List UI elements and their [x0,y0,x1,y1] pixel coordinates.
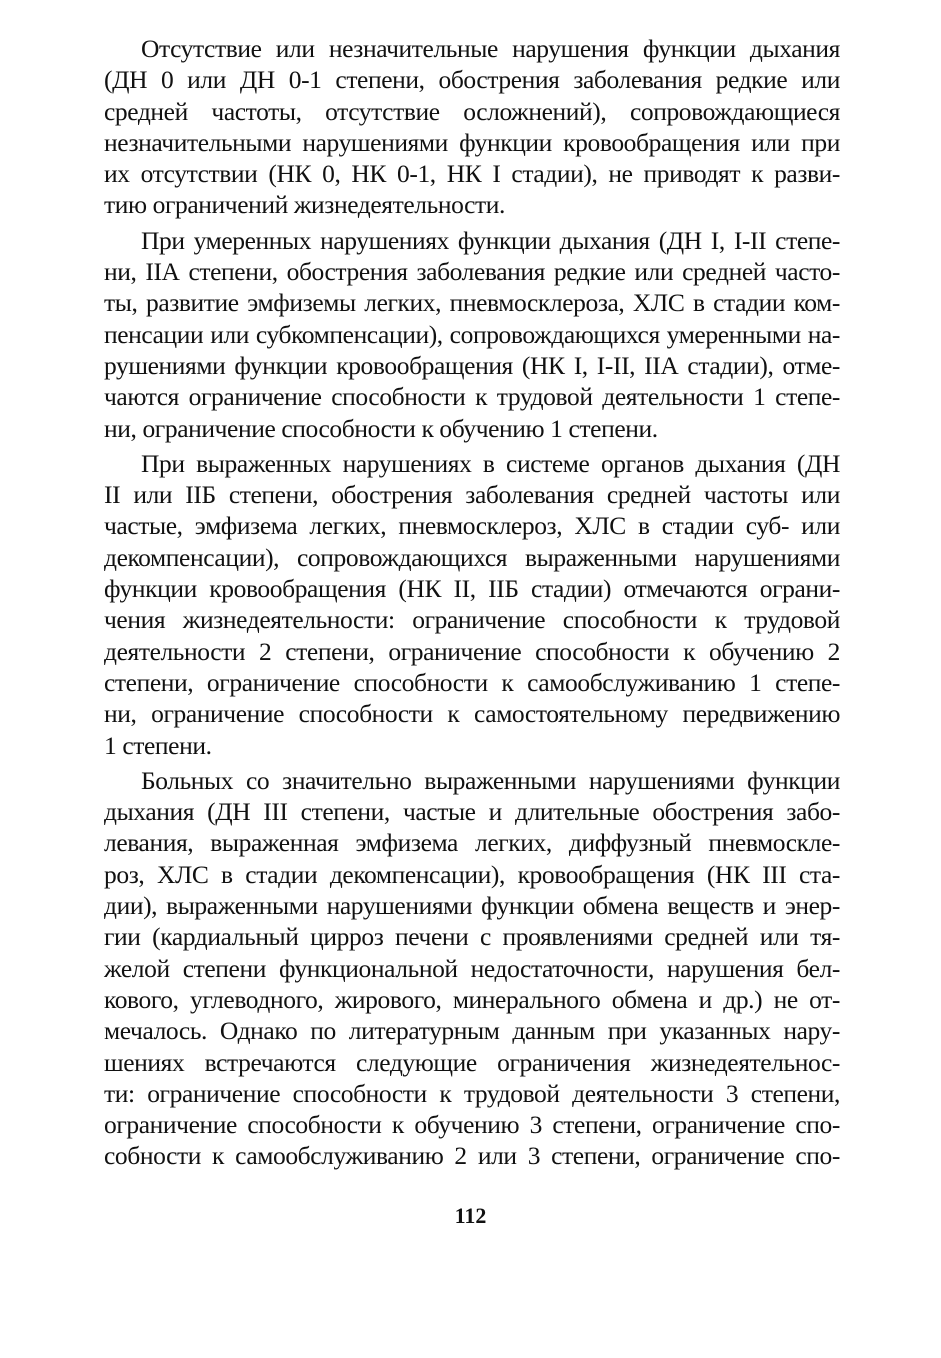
text-line: дыхания (ДН III степени, частые и длительные обострения забо- [104,797,840,827]
text-line: собности к самообслуживанию 2 или 3 степени, ограничение спо- [104,1141,840,1171]
text-line: частые, эмфизема легких, пневмосклероз, ХЛС в стадии суб- или [104,511,840,541]
text-line: ни, IIА степени, обострения заболевания редкие или средней часто- [104,257,840,287]
paragraph [104,448,840,761]
text-line: (ДН 0 или ДН 0-1 степени, обострения заболевания редкие или [104,65,840,95]
text-line: незначительными нарушениями функции кровообращения или при [104,127,840,157]
text-line: Отсутствие или незначительные нарушения функции дыхания [141,34,840,63]
text-line: пенсации или субкомпенсации), сопровождающихся умеренными на- [104,319,840,349]
text-line: ти: ограничение способности к трудовой деятельности 3 степени, [104,1078,840,1108]
text-line: шениях встречаются следующие ограничения жизнедеятельнос- [104,1047,840,1077]
text-line: ты, развитие эмфиземы легких, пневмосклероза, ХЛС в стадии ком- [104,288,840,318]
text-line: II или IIБ степени, обострения заболевания средней частоты или [104,480,840,510]
text-line: 1 степени. [104,730,212,760]
text-line: желой степени функциональной недостаточности, нарушения бел- [104,953,840,983]
text-line: их отсутствии (НК 0, НК 0-1, НК I стадии), не приводят к разви- [104,159,840,189]
text-line: При умеренных нарушениях функции дыхания (ДН I, I-II степе- [141,225,840,255]
paragraph [104,33,840,221]
text-line: левания, выраженная эмфизема легких, диффузный пневмоскле- [104,828,840,858]
text-line: При выраженных нарушениях в системе органов дыхания (ДН [141,448,840,478]
text-line: роз, ХЛС в стадии декомпенсации), кровообращения (НК III ста- [104,859,840,889]
text-line: кового, углеводного, жирового, минерального обмена и др.) не от- [104,984,840,1014]
text-line: гии (кардиальный цирроз печени с проявлениями средней или тя- [104,922,840,952]
text-line: рушениями функции кровообращения (НК I, I-II, IIА стадии), отме- [104,350,840,380]
text-line: функции кровообращения (НК II, IIБ стадии) отмечаются ограни- [104,574,840,604]
text-line: мечалось. Однако по литературным данным при указанных нару- [104,1016,840,1046]
text-line: Больных со значительно выраженными нарушениями функции [141,765,840,795]
text-line: дии), выраженными нарушениями функции обмена веществ и энер- [104,891,840,921]
text-line: тию ограничений жизнедеятельности. [104,190,505,220]
paragraph [104,225,840,444]
text-line: деятельности 2 степени, ограничение способности к обучению 2 [104,636,840,666]
text-line: ни, ограничение способности к самостоятельному передвижению [104,699,840,729]
text-line: декомпенсации), сопровождающихся выраженными нарушениями [104,542,840,572]
text-line: чаются ограничение способности к трудовой деятельности 1 степе- [104,382,840,412]
text-line: степени, ограничение способности к самообслуживанию 1 степе- [104,667,840,697]
page-number: 112 [454,1203,487,1228]
text-line: ни, ограничение способности к обучению 1 степени. [104,413,658,443]
text-line: средней частоты, отсутствие осложнений), сопровождающиеся [104,96,840,126]
paragraph [104,765,840,1172]
text-line: ограничение способности к обучению 3 степени, ограничение спо- [104,1110,840,1140]
text-line: чения жизнедеятельности: ограничение способности к трудовой [104,605,840,635]
page-body [104,33,840,1176]
